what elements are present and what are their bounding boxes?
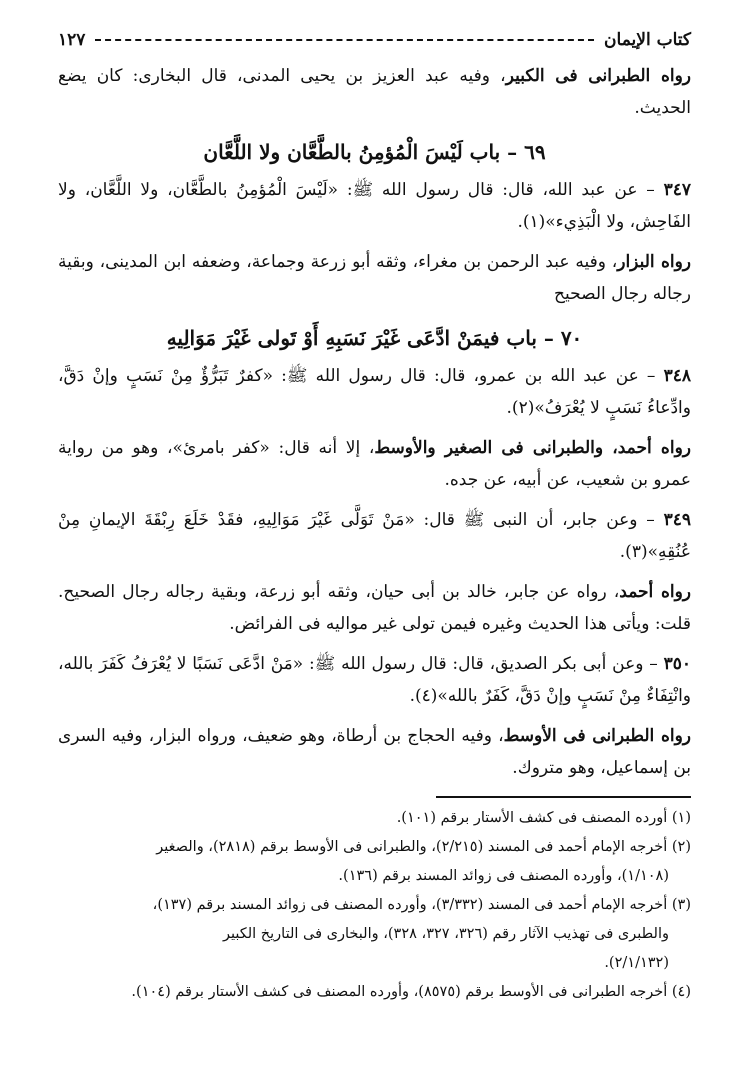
footnote-2-continued: (١/١٠٨)، وأورده المصنف فى زوائد المسند برقم (١٣٦). <box>338 868 669 884</box>
chapter-heading-70: ٧٠ – باب فيمَنْ ادَّعَى غَيْرَ نَسَبِهِ أَوْ تَولى غَيْرَ مَوَالِيهِ <box>166 326 583 350</box>
footnote-3-continued: (٢/١/١٣٢). <box>604 955 669 971</box>
commentary-text: ، وفيه الحجاج بن أرطاة، وهو ضعيف، ورواه البزار، وفيه السرى بن إسماعيل، وهو متروك. <box>58 726 691 778</box>
running-head <box>58 26 691 54</box>
footnote-1: (١) أورده المصنف فى كشف الأستار برقم (١٠١). <box>396 810 691 826</box>
commentary-paragraph <box>58 720 691 784</box>
commentary-paragraph <box>58 432 691 496</box>
commentary-text: ، وفيه عبد الرحمن بن مغراء، وثقه أبو زرعة وجماعة، وضعفه ابن المدينى، وبقية رجاله رجال الصحيح <box>58 252 691 304</box>
hadith-348 <box>58 360 691 424</box>
hadith-text: – وعن جابر، أن النبى ﷺ قال: «مَنْ تَوَلَّى غَيْرَ مَوَالِيهِ، فقَدْ خَلَعَ رِبْقَةَ الإيمانِ مِنْ عُنُقِهِ»(٣). <box>58 510 691 562</box>
source-citation: رواه أحمد <box>619 582 691 602</box>
footnotes <box>58 804 691 1007</box>
footnote-2: (٢) أخرجه الإمام أحمد فى المسند (٢/٢١٥)، والطبرانى فى الأوسط برقم (٢٨١٨)، والصغير <box>156 839 691 855</box>
hadith-number: ٣٤٩ <box>663 510 691 530</box>
source-citation: رواه أحمد، والطبرانى فى الصغير والأوسط <box>374 438 691 458</box>
commentary-text: ، رواه عن جابر، خالد بن أبى حيان، وثقه أبو زرعة، وبقية رجاله رجال الصحيح. قلت: ويأتى هذا الحديث وغيره فيمن تولى غير مواليه فى الفرائض. <box>58 582 691 634</box>
hadith-349 <box>58 504 691 568</box>
hadith-text: – وعن أبى بكر الصديق، قال: قال رسول الله ﷺ: «مَنْ ادَّعَى نَسَبًا لا يُعْرَفُ كَفَرَ بالله، وانْتِفَاءٌ مِنْ نَسَبٍ وإنْ دَقَّ، كَفَرٌ بالله»(٤). <box>58 654 691 706</box>
commentary-text: ، إلا أنه قال: «كفر بامرئ»، وهو من رواية عمرو بن شعيب، عن أبيه، عن جده. <box>58 438 691 490</box>
header-rule <box>95 39 594 41</box>
footnote-3-continued: والطبرى فى تهذيب الآثار رقم (٣٢٦، ٣٢٧، ٣٢٨)، والبخارى فى التاريخ الكبير <box>222 926 669 942</box>
commentary-paragraph <box>58 576 691 640</box>
hadith-number: ٣٤٨ <box>663 366 691 386</box>
source-citation: رواه الطبرانى فى الكبير <box>505 66 692 86</box>
commentary-paragraph <box>58 60 691 124</box>
commentary-text: ، وفيه عبد العزيز بن يحيى المدنى، قال البخارى: كان يضع الحديث. <box>58 66 691 118</box>
footnote-3: (٣) أخرجه الإمام أحمد فى المسند (٣/٣٣٢)، وأورده المصنف فى زوائد المسند برقم (١٣٧)، <box>152 897 691 913</box>
hadith-347 <box>58 174 691 238</box>
hadith-number: ٣٥٠ <box>663 654 691 674</box>
footnote-separator <box>436 796 691 798</box>
hadith-text: – عن عبد الله، قال: قال رسول الله ﷺ: «لَيْسَ الْمُؤمِنُ بالطَّعَّان، ولا اللَّعَّان، ولا الفَاحِش، ولا الْبَذِيء»(١). <box>58 180 691 232</box>
chapter-heading-69: ٦٩ – باب لَيْسَ الْمُؤمِنُ بالطَّعَّان ولا اللَّعَّان <box>203 140 546 164</box>
source-citation: رواه الطبرانى فى الأوسط <box>503 726 691 746</box>
footnote-4: (٤) أخرجه الطبرانى فى الأوسط برقم (٨٥٧٥)، وأورده المصنف فى كشف الأستار برقم (١٠٤). <box>131 984 691 1000</box>
hadith-text: – عن عبد الله بن عمرو، قال: قال رسول الله ﷺ: «كفرٌ تَبَرُّؤٌ مِنْ نَسَبٍ وإنْ دَقَّ، وادِّعاءُ نَسَبٍ لا يُعْرَفُ»(٢). <box>58 366 691 418</box>
commentary-paragraph <box>58 246 691 310</box>
book-title: كتاب الإيمان <box>604 30 691 50</box>
page-number: ١٢٧ <box>58 30 86 50</box>
hadith-350 <box>58 648 691 712</box>
source-citation: رواه البزار <box>617 252 691 272</box>
hadith-number: ٣٤٧ <box>663 180 691 200</box>
